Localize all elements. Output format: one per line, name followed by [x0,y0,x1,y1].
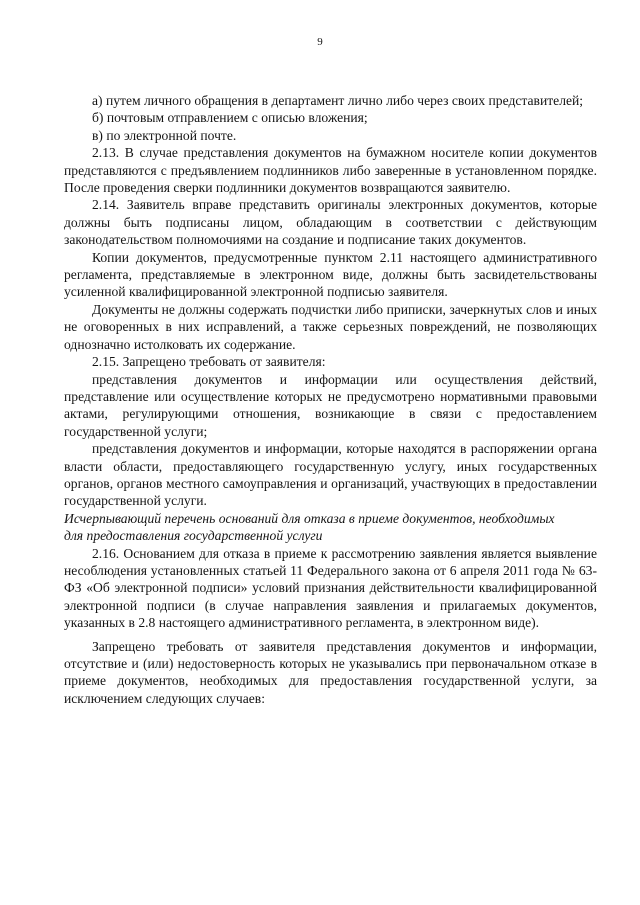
paragraph-c: в) по электронной почте. [92,127,237,143]
section-heading-line-2: для предоставления государственной услуги [64,528,323,544]
paragraph-2-15: 2.15. Запрещено требовать от заявителя: [92,354,326,370]
document-body [64,92,597,707]
paragraph-a: а) путем личного обращения в департамент лично либо через своих представителей; [92,93,584,108]
paragraph-2-16: 2.16. Основанием для отказа в приеме к рассмотрению заявления является выявление несоблюдения установленных статьей 11 Федерального закона от 6 апреля 2011 года № 63-ФЗ «Об электронной подписи» условий признания действительности квалифицированной электронной подписи (в случае направления заявления и прилагаемых документов, указанных в 2.8 настоящего административного регламента, в электронном виде). [64,545,597,631]
paragraph-2-13: 2.13. В случае представления документов на бумажном носителе копии документов представляются с предъявлением подлинников либо заверенные в установленном порядке. После проведения сверки подлинники документов возвращаются заявителю. [64,145,597,196]
paragraph-copies: Копии документов, предусмотренные пунктом 2.11 настоящего административного регламента, представляемые в электронном виде, должны быть засвидетельствованы усиленной квалифицированной электронной подписью заявителя. [64,249,597,300]
paragraph-documents: Документы не должны содержать подчистки либо приписки, зачеркнутых слов и иных не оговоренных в них исправлений, а также серьезных повреждений, не позволяющих однозначно истолковать их содержание. [64,301,597,352]
paragraph-prohibited-1: представления документов и информации или осуществления действий, представление или осуществление которых не предусмотрено нормативными правовыми актами, регулирующими отношения, возникающие в связи с предоставлением государственной услуги; [64,371,597,439]
section-heading [64,510,597,545]
page-number: 9 [317,36,323,48]
section-heading-line-1: Исчерпывающий перечень оснований для отказа в приеме документов, необходимых [64,510,555,526]
paragraph-final: Запрещено требовать от заявителя представления документов и информации, отсутствие и (или) недостоверность которых не указывались при первоначальном отказе в приеме документов, необходимых для предоставления государственной услуги, за исключением следующих случаев: [64,638,597,706]
paragraph-prohibited-2: представления документов и информации, которые находятся в распоряжении органа власти области, предоставляющего государственную услугу, иных государственных органов, органов местного самоуправления и организаций, участвующих в предоставлении государственной услуги. [64,441,597,509]
paragraph-2-14: 2.14. Заявитель вправе представить оригиналы электронных документов, которые должны быть подписаны лицом, обладающим в соответствии с действующим законодательством полномочиями на создание и подписание таких документов. [64,197,597,248]
paragraph-b: б) почтовым отправлением с описью вложения; [92,110,368,126]
